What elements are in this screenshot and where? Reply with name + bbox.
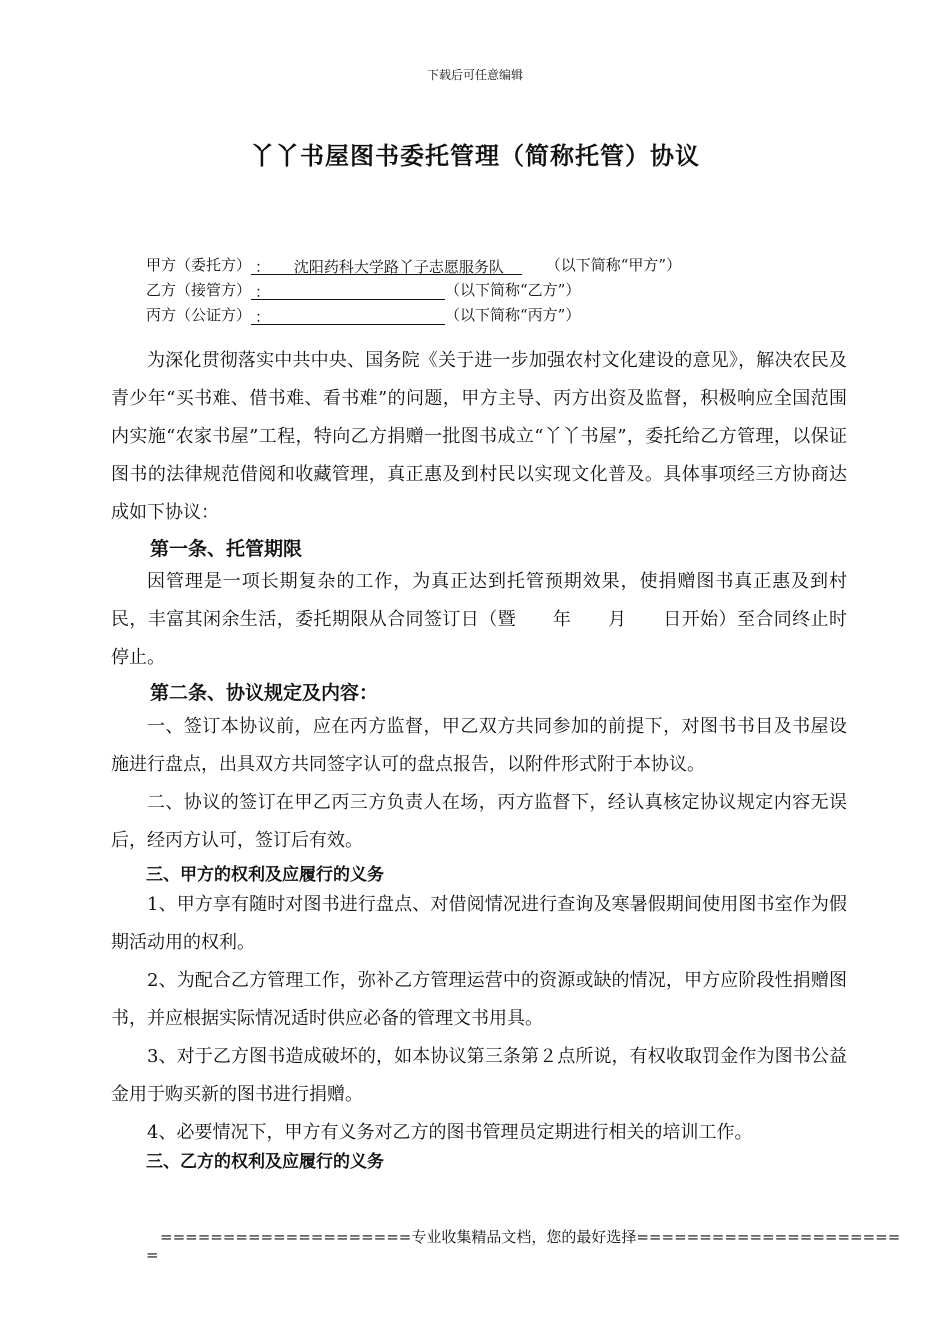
party-b-line [146,279,580,300]
page-header: 下载后可任意编辑 [426,68,523,82]
section-3-heading: 三、甲方的权利及应履行的义务 [146,865,384,885]
party-c-field: ： [251,306,445,325]
section-3-item-4: 4、必要情况下，甲方有义务对乙方的图书管理员定期进行相关的培训工作。 [147,1122,753,1143]
party-c-suffix: （以下简称“丙方”） [445,306,581,324]
section-3-body [111,886,847,1152]
article-2-item-2: 二、协议的签订在甲乙丙三方负责人在场，丙方监督下，经认真核定协议规定内容无误后，经丙方认可，签订后有效。 [111,792,847,851]
party-a-suffix: （以下简称“甲方”） [545,256,682,274]
article-2-heading: 第二条、协议规定及内容： [150,682,379,704]
article-1-heading: 第一条、托管期限 [150,538,303,560]
footer-banner: ====================专业收集精品文档，您的最好选择===================== [160,1228,901,1246]
section-3-item-3: 3、对于乙方图书造成破坏的，如本协议第三条第２点所说，有权收取罚金作为图书公益金用于购买新的图书进行捐赠。 [111,1046,847,1105]
party-c-line [146,304,580,325]
section-3-item-1: 1、甲方享有随时对图书进行盘点、对借阅情况进行查询及寒暑假期间使用图书室作为假期活动用的权利。 [111,894,847,953]
party-c-label: 丙方（公证方） [146,306,252,324]
article-2-body [111,708,847,860]
document-title: 丫丫书屋图书委托管理（简称托管）协议 [250,141,700,170]
party-a-field: ： 沈阳药科大学路丫子志愿服务队 [251,256,522,275]
article-2-item-1: 一、签订本协议前，应在丙方监督，甲乙双方共同参加的前提下，对图书书目及书屋设施进行盘点，出具双方共同签字认可的盘点报告，以附件形式附于本协议。 [111,716,847,775]
section-3-item-2: 2、为配合乙方管理工作，弥补乙方管理运营中的资源或缺的情况，甲方应阶段性捐赠图书，并应根据实际情况适时供应必备的管理文书用具。 [111,970,847,1029]
section-4-heading: 三、乙方的权利及应履行的义务 [146,1152,384,1172]
party-b-label: 乙方（接管方） [146,281,252,299]
party-a-name: 沈阳药科大学路丫子志愿服务队 [293,258,504,276]
party-b-field: ： [251,281,445,300]
party-b-suffix: （以下简称“乙方”） [445,281,581,299]
intro-paragraph: 为深化贯彻落实中共中央、国务院《关于进一步加强农村文化建设的意见》，解决农民及青少年“买书难、借书难、看书难”的问题，甲方主导、丙方出资及监督，积极响应全国范围内实施“农家书屋”工程，特向乙方捐赠一批图书成立“丫丫书屋”，委托给乙方管理，以保证图书的法律规范借阅和收藏管理，真正惠及到村民以实现文化普及。具体事项经三方协商达成如下协议： [111,350,847,523]
footer-banner-tail: = [146,1246,159,1264]
party-a-line [146,254,681,275]
party-a-label: 甲方（委托方） [146,256,252,274]
article-1-text: 因管理是一项长期复杂的工作，为真正达到托管预期效果，使捐赠图书真正惠及到村民，丰富其闲余生活，委托期限从合同签订日（暨 年 月 日开始）至合同终止时停止。 [111,571,847,668]
